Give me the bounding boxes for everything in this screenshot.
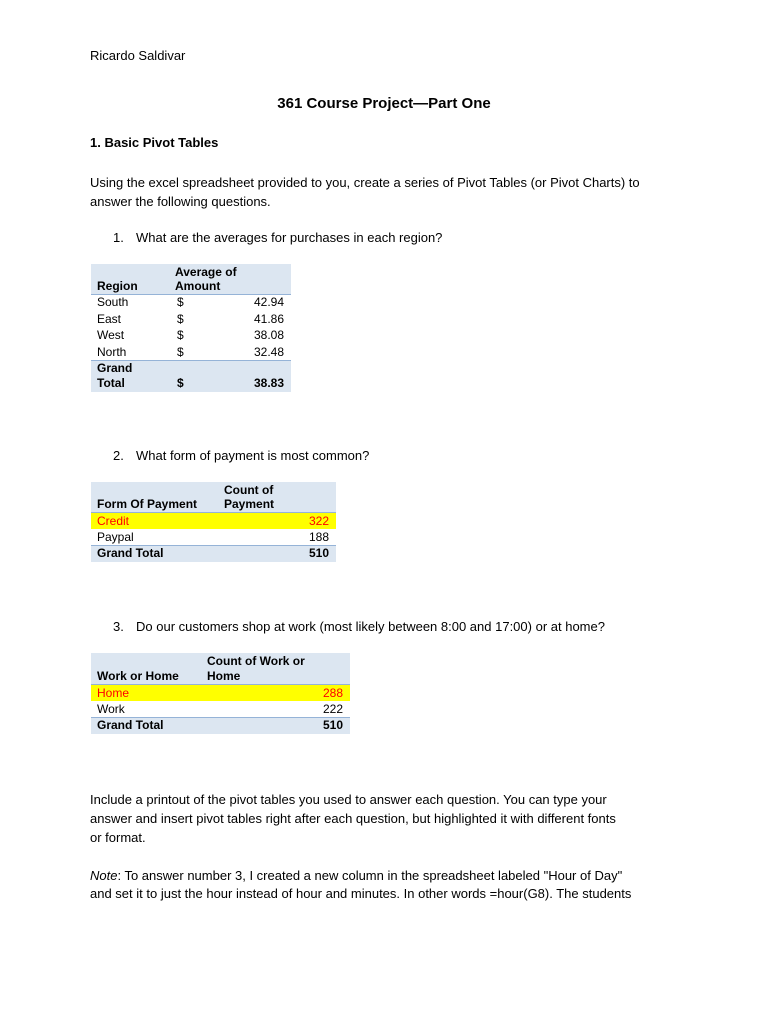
row-label: Work	[97, 702, 125, 716]
currency-symbol: $	[177, 345, 184, 359]
row-label: North	[97, 345, 127, 359]
row-value: 322	[308, 514, 329, 528]
row-label: East	[97, 312, 122, 326]
note-line-1	[90, 866, 622, 885]
column-header: Average of	[175, 265, 237, 279]
total-label: Total	[97, 376, 125, 390]
column-header: Home	[207, 669, 241, 683]
pivot-table-payment-count	[91, 482, 336, 561]
column-header: Form Of Payment	[97, 497, 198, 511]
total-label: Grand Total	[97, 718, 164, 732]
row-value: 41.86	[253, 312, 284, 326]
note-text: : To answer number 3, I created a new column in the spreadsheet labeled "Hour of Day"	[117, 868, 623, 883]
total-value: 510	[308, 546, 329, 560]
column-header: Count of	[224, 483, 274, 497]
row-label: Home	[97, 686, 130, 700]
question-text: What are the averages for purchases in each region?	[136, 230, 443, 245]
intro-line-1: Using the excel spreadsheet provided to you, create a series of Pivot Tables (or Pivot Charts) to	[90, 175, 640, 190]
closing-line-2: answer and insert pivot tables right after each question, but highlighted it with different fonts	[90, 811, 616, 826]
total-label: Grand Total	[97, 546, 164, 560]
row-label: Paypal	[97, 530, 134, 544]
author-name: Ricardo Saldivar	[90, 48, 186, 63]
row-label: South	[97, 295, 129, 309]
row-value: 188	[308, 530, 329, 544]
total-value: 510	[322, 718, 343, 732]
currency-symbol: $	[177, 328, 184, 342]
note-label: Note	[90, 868, 118, 883]
row-value: 38.08	[253, 328, 284, 342]
closing-line-1: Include a printout of the pivot tables you used to answer each question. You can type your	[90, 792, 607, 807]
row-value: 32.48	[253, 345, 284, 359]
question-text: What form of payment is most common?	[136, 448, 370, 463]
column-header: Amount	[175, 279, 221, 293]
currency-symbol: $	[177, 295, 184, 309]
column-header: Region	[97, 279, 138, 293]
total-value: 38.83	[253, 376, 284, 390]
total-label: Grand	[97, 361, 133, 375]
closing-line-3: or format.	[90, 830, 146, 845]
row-value: 288	[322, 686, 343, 700]
row-label: Credit	[97, 514, 130, 528]
pivot-table-region-average	[91, 264, 291, 391]
section-heading: 1. Basic Pivot Tables	[90, 135, 219, 150]
row-value: 222	[322, 702, 343, 716]
question-number: 1.	[113, 230, 124, 245]
currency-symbol: $	[177, 376, 184, 390]
currency-symbol: $	[177, 312, 184, 326]
row-label: West	[97, 328, 125, 342]
row-value: 42.94	[253, 295, 284, 309]
pivot-table-work-or-home	[91, 653, 350, 733]
document-title: 361 Course Project—Part One	[277, 95, 491, 112]
column-header: Count of Work or	[207, 654, 305, 668]
column-header: Work or Home	[97, 669, 179, 683]
question-number: 3.	[113, 619, 124, 634]
question-number: 2.	[113, 448, 124, 463]
question-text: Do our customers shop at work (most likely between 8:00 and 17:00) or at home?	[136, 619, 605, 634]
intro-line-2: answer the following questions.	[90, 194, 271, 209]
note-line-2: and set it to just the hour instead of hour and minutes. In other words =hour(G8). The students	[90, 886, 632, 901]
column-header: Payment	[224, 497, 275, 511]
